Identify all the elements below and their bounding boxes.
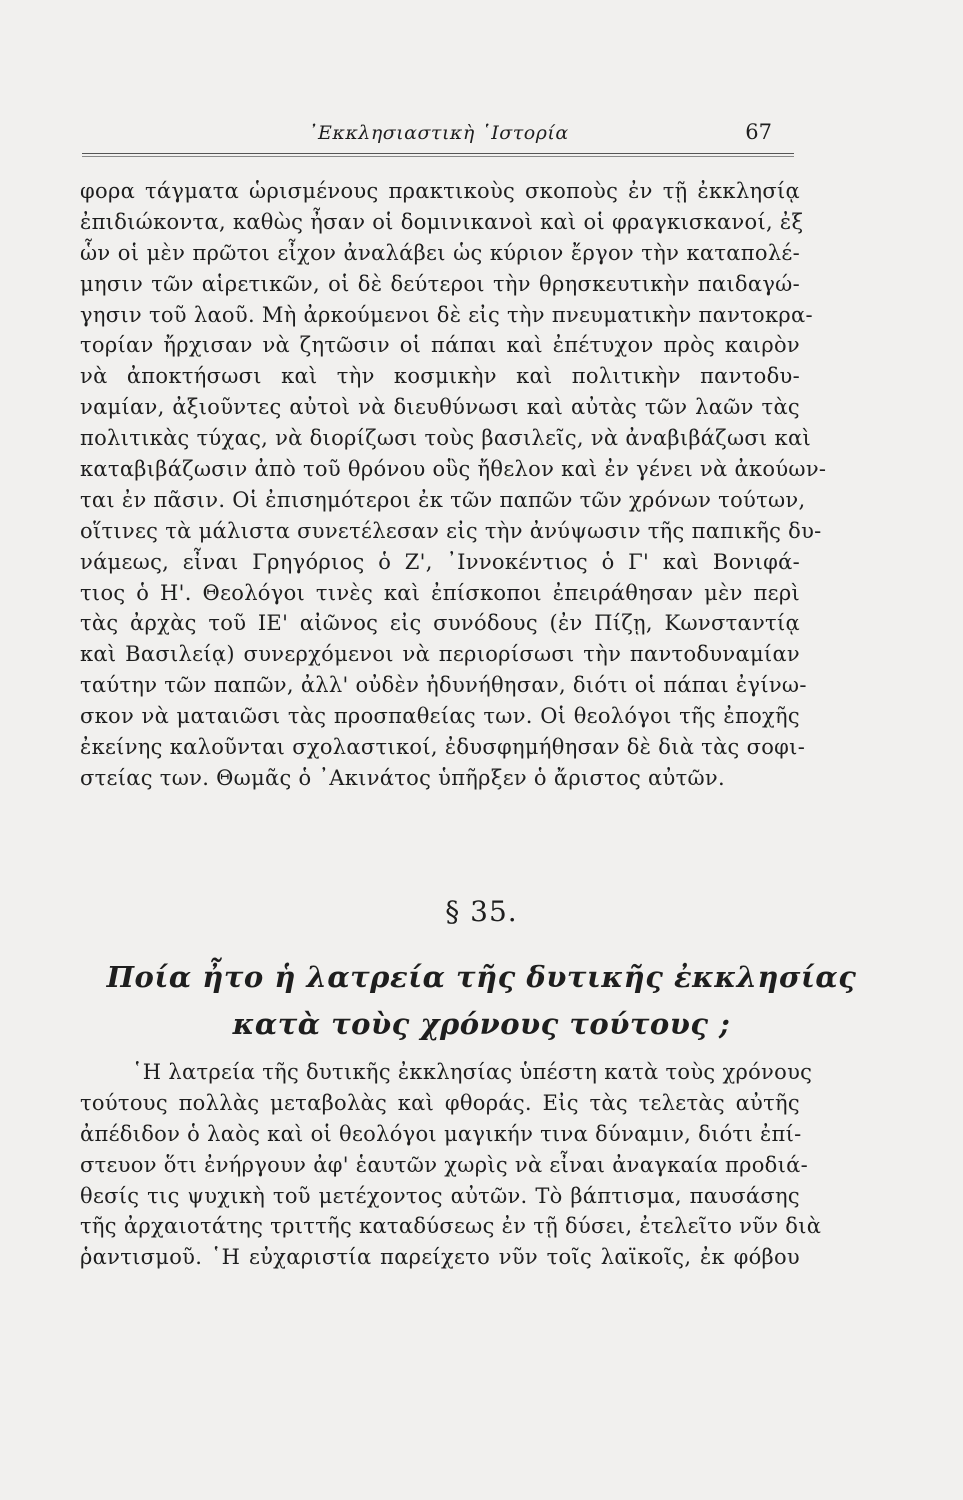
section-heading-line-1: Ποία ἦτο ἡ λατρεία τῆς δυτικῆς ἐκκλησίας xyxy=(106,960,857,994)
text-line: ῥαντισμοῦ. ῾Η εὐχαριστία παρείχετο νῦν τοῖς λαϊκοῖς, ἐκ φόβου xyxy=(80,1245,800,1270)
text-line: ναμίαν, ἀξιοῦντες αὐτοὶ νὰ διευθύνωσι καὶ αὐτὰς τῶν λαῶν τὰς xyxy=(80,395,800,420)
text-line: φορα τάγματα ὡρισμένους πρακτικοὺς σκοποὺς ἐν τῇ ἐκκλησίᾳ xyxy=(80,179,800,203)
text-line: τορίαν ἤρχισαν νὰ ζητῶσιν οἱ πάπαι καὶ ἐπέτυχον πρὸς καιρὸν xyxy=(80,333,800,358)
text-line: ταύτην τῶν παπῶν, ἀλλ' οὐδὲν ἠδυνήθησαν, διότι οἱ πάπαι ἐγίνω- xyxy=(80,673,807,698)
text-line: οἵτινες τὰ μάλιστα συνετέλεσαν εἰς τὴν ἀνύψωσιν τῆς παπικῆς δυ- xyxy=(80,518,822,543)
text-line: θεσίς τις ψυχικὴ τοῦ μετέχοντος αὐτῶν. Τὸ βάπτισμα, παυσάσης xyxy=(80,1183,800,1208)
text-line: ἐκείνης καλοῦνται σχολαστικοί, ἐδυσφημήθησαν δὲ διὰ τὰς σοφι- xyxy=(80,735,806,760)
text-line: μησιν τῶν αἱρετικῶν, οἱ δὲ δεύτεροι τὴν θρησκευτικὴν παιδαγώ- xyxy=(80,271,800,296)
text-line: νάμεως, εἶναι Γρηγόριος ὁ Ζ', ᾿Ιννοκέντιος ὁ Γ' καὶ Βονιφά- xyxy=(80,549,800,574)
body-paragraph xyxy=(80,176,827,794)
running-header xyxy=(82,118,794,152)
text-line: ται ἐν πᾶσιν. Οἱ ἐπισημότεροι ἐκ τῶν παπῶν τῶν χρόνων τούτων, xyxy=(80,487,806,512)
header-rule-secondary xyxy=(82,156,794,157)
running-title: ᾿Εκκλησιαστικὴ ῾Ιστορία xyxy=(308,122,569,144)
text-line: στευον ὅτι ἐνήργουν ἀφ' ἑαυτῶν χωρὶς νὰ εἶναι ἀναγκαία προδιά- xyxy=(80,1152,809,1177)
text-line: σκον νὰ ματαιῶσι τὰς προσπαθείας των. Οἱ θεολόγοι τῆς ἐποχῆς xyxy=(80,704,800,729)
text-line: ὧν οἱ μὲν πρῶτοι εἶχον ἀναλάβει ὡς κύριον ἔργον τὴν καταπολέ- xyxy=(80,240,800,265)
text-line: ἐπιδιώκοντα, καθὼς ἦσαν οἱ δομινικανοὶ καὶ οἱ φραγκισκανοί, ἐξ xyxy=(80,209,804,234)
section-heading-line-2: κατὰ τοὺς χρόνους τούτους ; xyxy=(232,1007,731,1041)
text-line: τὰς ἀρχὰς τοῦ ΙΕ' αἰῶνος εἰς συνόδους (ἐν Πίζῃ, Κωνσταντίᾳ xyxy=(80,611,800,636)
text-line: καὶ Βασιλείᾳ) συνερχόμενοι νὰ περιορίσωσι τὴν παντοδυναμίαν xyxy=(80,642,800,667)
section-paragraph xyxy=(80,1057,822,1273)
section-number: § 35. xyxy=(445,895,518,928)
text-line: τῆς ἀρχαιοτάτης τριττῆς καταδύσεως ἐν τῇ δύσει, ἐτελεῖτο νῦν διὰ xyxy=(80,1214,822,1239)
text-line: τούτους πολλὰς μεταβολὰς καὶ φθοράς. Εἰς τὰς τελετὰς αὐτῆς xyxy=(80,1090,800,1115)
page-number: 67 xyxy=(745,120,772,144)
text-line: ἀπέδιδον ὁ λαὸς καὶ οἱ θεολόγοι μαγικήν τινα δύναμιν, διότι ἐπί- xyxy=(80,1121,802,1146)
text-line: γησιν τοῦ λαοῦ. Μὴ ἀρκούμενοι δὲ εἰς τὴν πνευματικὴν παντοκρα- xyxy=(80,302,813,327)
text-line: τιος ὁ Η'. Θεολόγοι τινὲς καὶ ἐπίσκοποι ἐπειράθησαν μὲν περὶ xyxy=(80,580,800,605)
text-line: καταβιβάζωσιν ἀπὸ τοῦ θρόνου οὓς ἤθελον καὶ ἐν γένει νὰ ἀκούων- xyxy=(80,457,827,482)
text-line: πολιτικὰς τύχας, νὰ διορίζωσι τοὺς βασιλεῖς, νὰ ἀναβιβάζωσι καὶ xyxy=(80,426,811,451)
text-line: νὰ ἀποκτήσωσι καὶ τὴν κοσμικὴν καὶ πολιτικὴν παντοδυ- xyxy=(80,364,800,389)
text-line: στείας των. Θωμᾶς ὁ ᾿Ακινάτος ὑπῆρξεν ὁ ἄριστος αὐτῶν. xyxy=(80,765,725,790)
header-rule xyxy=(82,153,794,154)
text-line: ῾Η λατρεία τῆς δυτικῆς ἐκκλησίας ὑπέστη κατὰ τοὺς χρόνους xyxy=(132,1060,813,1084)
